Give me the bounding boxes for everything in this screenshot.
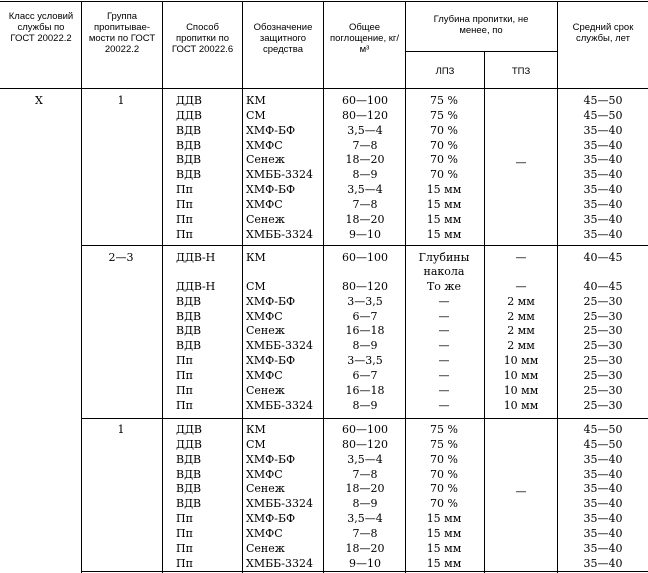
group-value: 1	[117, 94, 125, 107]
life-cell: 25—30	[583, 368, 623, 382]
absorption-cell: 6—7	[352, 368, 378, 382]
absorption-cell: 80—120	[342, 108, 388, 122]
agent-cell: ХМФ-БФ	[246, 354, 296, 368]
agent-cell: ХМББ-3324	[246, 227, 313, 241]
lpz-cell: 75 %	[430, 437, 458, 451]
header-tpz: ТПЗ	[511, 66, 531, 77]
method-cell: Пп	[176, 197, 193, 211]
agent-cell: КМ	[246, 423, 266, 436]
life-cell: 40—45	[583, 251, 623, 264]
absorption-cell: 18—20	[345, 541, 385, 555]
tpz-cell: 10 мм	[503, 383, 539, 397]
absorption-cell: 60—100	[342, 251, 388, 264]
absorption-cell: 60—100	[342, 423, 388, 436]
life-cell: 35—40	[583, 138, 623, 152]
absorption-cell: 7—8	[352, 138, 378, 152]
absorption-cell: 8—9	[352, 168, 378, 182]
col-border-2	[162, 1, 163, 573]
method-cell: ВДВ	[176, 467, 202, 481]
agent-cell: ХМФС	[246, 197, 283, 211]
life-cell: 25—30	[583, 354, 623, 368]
life-cell: 25—30	[583, 294, 623, 308]
absorption-cell: 7—8	[352, 467, 378, 481]
method-cell: ВДВ	[176, 482, 202, 496]
tpz-cell: 10 мм	[503, 368, 539, 382]
method-cell: Пп	[176, 556, 193, 570]
method-cell: ДДВ	[176, 423, 202, 436]
tpz-cell: 10 мм	[503, 354, 539, 368]
group-divider-2	[81, 418, 648, 419]
table-top-border	[0, 1, 648, 2]
life-cell: 35—40	[583, 452, 623, 466]
tpz-cell: —	[515, 251, 527, 264]
life-cell: 35—40	[583, 227, 623, 241]
absorption-cell: 3,5—4	[347, 452, 383, 466]
tpz-cell: 2 мм	[507, 294, 535, 308]
agent-cell: ХМФ-БФ	[246, 123, 296, 137]
lpz-cell: 15 мм	[426, 212, 462, 226]
method-cell: ВДВ	[176, 452, 202, 466]
agent-cell: ХМФ-БФ	[246, 512, 296, 526]
agent-cell: ХМФС	[246, 138, 283, 152]
agent-cell: ХМФ-БФ	[246, 452, 296, 466]
agent-cell: ХМББ-3324	[246, 497, 313, 511]
method-cell: ВДВ	[176, 497, 202, 511]
class-value: X	[35, 94, 43, 107]
absorption-cell: 3—3,5	[347, 294, 383, 308]
lpz-cell: 70 %	[430, 497, 458, 511]
lpz-cell: 15 мм	[426, 183, 462, 197]
life-cell: 45—50	[583, 108, 623, 122]
tpz-cell: 2 мм	[507, 324, 535, 338]
method-cell: Пп	[176, 227, 193, 241]
life-cell: 25—30	[583, 339, 623, 353]
method-cell: ВДВ	[176, 123, 202, 137]
agent-cell: КМ	[246, 251, 266, 264]
life-cell: 45—50	[583, 423, 623, 436]
lpz-cell: 75 %	[430, 423, 458, 436]
method-cell: Пп	[176, 398, 193, 412]
method-cell: Пп	[176, 368, 193, 382]
method-cell: Пп	[176, 541, 193, 555]
method-cell: Пп	[176, 383, 193, 397]
method-cell: ВДВ	[176, 153, 202, 167]
method-cell: ВДВ	[176, 168, 202, 182]
header-method: Способ пропитки по ГОСТ 20022.6	[171, 22, 234, 55]
header-absorption	[326, 22, 403, 55]
lpz-cell: 70 %	[430, 123, 458, 137]
absorption-cell: 60—100	[342, 94, 388, 107]
lpz-cell: —	[438, 354, 450, 368]
life-cell: 35—40	[583, 212, 623, 226]
agent-cell: СМ	[246, 279, 266, 293]
header-absorption-text: Общее поглощение, кг/м³	[330, 22, 399, 55]
life-cell: 35—40	[583, 526, 623, 540]
header-lpz: ЛПЗ	[435, 66, 455, 77]
lpz-cell: —	[438, 368, 450, 382]
lpz-cell: —	[438, 294, 450, 308]
lpz-cell: —	[438, 309, 450, 323]
method-cell: ДДВ	[176, 108, 202, 122]
absorption-cell: 3,5—4	[347, 123, 383, 137]
absorption-cell: 8—9	[352, 339, 378, 353]
life-cell: 35—40	[583, 482, 623, 496]
agent-cell: Сенеж	[246, 482, 285, 496]
absorption-cell: 80—120	[342, 279, 388, 293]
life-cell: 25—30	[583, 398, 623, 412]
tpz-cell: —	[515, 279, 527, 293]
agent-cell: СМ	[246, 108, 266, 122]
absorption-cell: 7—8	[352, 526, 378, 540]
method-cell: Пп	[176, 212, 193, 226]
agent-cell: ХМФС	[246, 467, 283, 481]
group-divider-1	[81, 245, 648, 246]
group-value: 2—3	[108, 251, 134, 264]
tpz-merged-cell: —	[515, 156, 527, 170]
depth-header-divider	[405, 51, 557, 52]
header-bottom-border	[0, 88, 648, 89]
method-cell: ВДВ	[176, 294, 202, 308]
col-border-4	[323, 1, 324, 573]
absorption-cell: 80—120	[342, 437, 388, 451]
header-agent: Обозначение защитного средства	[253, 22, 313, 55]
header-group: Группа пропитывае-мости по ГОСТ 20022.2	[88, 11, 156, 55]
header-depth: Глубина пропитки, не менее, по	[433, 14, 529, 36]
absorption-cell: 9—10	[349, 227, 381, 241]
header-class: Класс условий службы по ГОСТ 20022.2	[8, 11, 74, 44]
lpz-cell: 70 %	[430, 138, 458, 152]
lpz-cell: —	[438, 324, 450, 338]
method-cell: ДДВ-Н	[176, 251, 216, 264]
lpz-cell: 70 %	[430, 153, 458, 167]
agent-cell: Сенеж	[246, 541, 285, 555]
lpz-cell: 15 мм	[426, 197, 462, 211]
lpz-cell: 70 %	[430, 467, 458, 481]
absorption-cell: 9—10	[349, 556, 381, 570]
agent-cell: ХМББ-3324	[246, 339, 313, 353]
lpz-cell: 15 мм	[426, 512, 462, 526]
life-cell: 35—40	[583, 197, 623, 211]
agent-cell: ХМФС	[246, 526, 283, 540]
agent-cell: ХМББ-3324	[246, 398, 313, 412]
absorption-cell: 7—8	[352, 197, 378, 211]
life-cell: 45—50	[583, 437, 623, 451]
lpz-cell: Глубины накола	[418, 251, 470, 278]
method-cell: ДДВ	[176, 94, 202, 107]
agent-cell: Сенеж	[246, 383, 285, 397]
lpz-cell: 75 %	[430, 108, 458, 122]
lpz-cell: То же	[426, 279, 462, 293]
life-cell: 35—40	[583, 123, 623, 137]
life-cell: 35—40	[583, 556, 623, 570]
tpz-cell: 2 мм	[507, 339, 535, 353]
life-cell: 40—45	[583, 279, 623, 293]
method-cell: ВДВ	[176, 309, 202, 323]
method-cell: Пп	[176, 354, 193, 368]
life-cell: 35—40	[583, 168, 623, 182]
lpz-cell: —	[438, 398, 450, 412]
absorption-cell: 16—18	[345, 324, 385, 338]
life-cell: 35—40	[583, 497, 623, 511]
tpz-merged-cell: —	[515, 485, 527, 499]
lpz-cell: —	[438, 339, 450, 353]
lpz-cell: 15 мм	[426, 556, 462, 570]
agent-cell: Сенеж	[246, 153, 285, 167]
absorption-cell: 16—18	[345, 383, 385, 397]
group-value: 1	[117, 423, 125, 436]
life-cell: 35—40	[583, 541, 623, 555]
agent-cell: Сенеж	[246, 324, 285, 338]
header-life: Средний срок службы, лет	[572, 22, 634, 44]
lpz-cell: 15 мм	[426, 227, 462, 241]
table-bottom-line	[81, 571, 648, 572]
absorption-cell: 18—20	[345, 212, 385, 226]
agent-cell: КМ	[246, 94, 266, 107]
absorption-cell: 18—20	[345, 482, 385, 496]
life-cell: 25—30	[583, 309, 623, 323]
agent-cell: ХМББ-3324	[246, 168, 313, 182]
agent-cell: ХМББ-3324	[246, 556, 313, 570]
col-border-1	[81, 1, 82, 573]
lpz-cell: 70 %	[430, 482, 458, 496]
life-cell: 45—50	[583, 94, 623, 107]
method-cell: Пп	[176, 512, 193, 526]
absorption-cell: 6—7	[352, 309, 378, 323]
lpz-cell: 70 %	[430, 168, 458, 182]
method-cell: ДДВ-Н	[176, 279, 216, 293]
method-cell: Пп	[176, 526, 193, 540]
absorption-cell: 8—9	[352, 497, 378, 511]
life-cell: 35—40	[583, 512, 623, 526]
life-cell: 35—40	[583, 467, 623, 481]
lpz-cell: 15 мм	[426, 541, 462, 555]
absorption-cell: 8—9	[352, 398, 378, 412]
method-cell: ВДВ	[176, 339, 202, 353]
method-cell: Пп	[176, 183, 193, 197]
life-cell: 25—30	[583, 383, 623, 397]
lpz-cell: —	[438, 383, 450, 397]
agent-cell: ХМФ-БФ	[246, 183, 296, 197]
tpz-cell: 2 мм	[507, 309, 535, 323]
life-cell: 35—40	[583, 183, 623, 197]
agent-cell: СМ	[246, 437, 266, 451]
absorption-cell: 3—3,5	[347, 354, 383, 368]
tpz-cell: 10 мм	[503, 398, 539, 412]
lpz-cell: 15 мм	[426, 526, 462, 540]
method-cell: ВДВ	[176, 324, 202, 338]
life-cell: 35—40	[583, 153, 623, 167]
life-cell: 25—30	[583, 324, 623, 338]
lpz-cell: 75 %	[430, 94, 458, 107]
col-border-3	[242, 1, 243, 573]
absorption-cell: 3,5—4	[347, 512, 383, 526]
method-cell: ДДВ	[176, 437, 202, 451]
agent-cell: Сенеж	[246, 212, 285, 226]
absorption-cell: 3,5—4	[347, 183, 383, 197]
absorption-cell: 18—20	[345, 153, 385, 167]
agent-cell: ХМФС	[246, 368, 283, 382]
agent-cell: ХМФ-БФ	[246, 294, 296, 308]
agent-cell: ХМФС	[246, 309, 283, 323]
method-cell: ВДВ	[176, 138, 202, 152]
lpz-cell: 70 %	[430, 452, 458, 466]
